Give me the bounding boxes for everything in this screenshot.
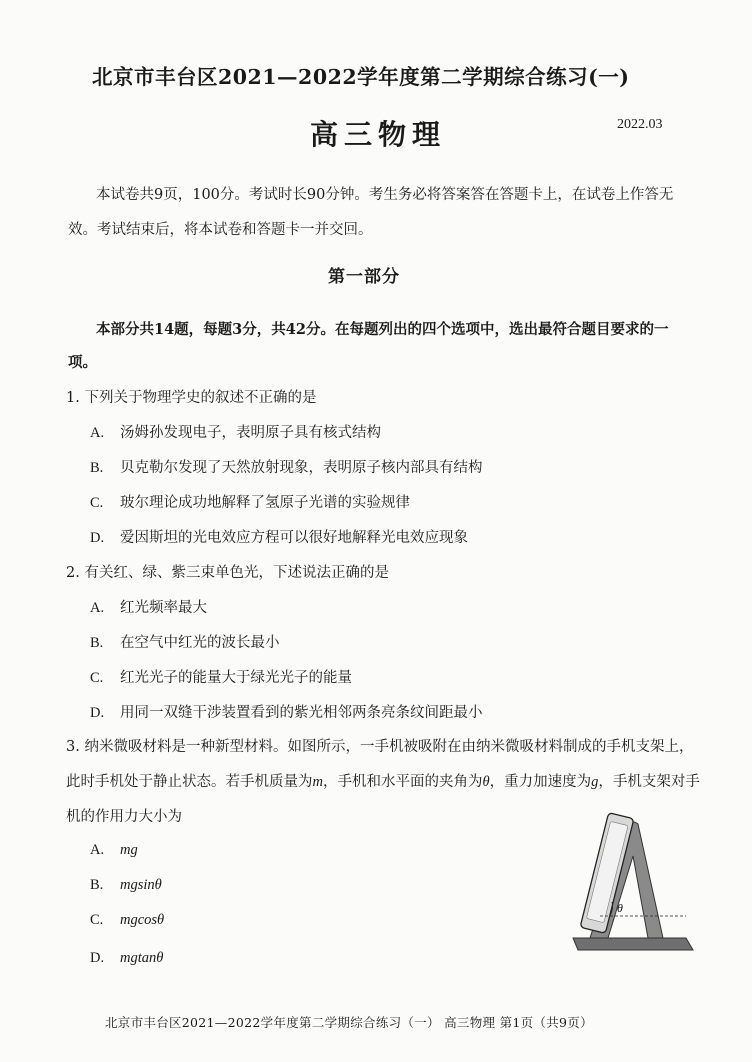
- var-theta: θ: [482, 774, 490, 790]
- option-text: 红光光子的能量大于绿光光子的能量: [120, 670, 352, 686]
- option-label: D.: [90, 705, 105, 721]
- option-text: 汤姆孙发现电子，表明原子具有核式结构: [120, 425, 381, 441]
- exam-intro: 本试卷共9页，100分。考试时长90分钟。考生务必将答案答在答题卡上，在试卷上作答无效。考试结束后，将本试卷和答题卡一并交回。: [68, 187, 674, 238]
- option-text: 用同一双缝干涉装置看到的紫光相邻两条亮条纹间距最小: [120, 705, 483, 721]
- section-title: 第一部分: [328, 267, 400, 287]
- angle-label: θ: [617, 901, 623, 915]
- option-label: B.: [90, 877, 104, 893]
- stem-part: 3. 纳米微吸材料是一种新型材料。如图所示，一手机被吸附在由纳米微吸材料制成的手机支架上，此时手机处于静止状态。若手机质量为: [66, 739, 694, 790]
- question-2-option-c: [90, 666, 352, 687]
- exam-title: 北京市丰台区2021—2022学年度第二学期综合练习(一): [92, 65, 630, 89]
- stem-part: ，重力加速度为: [489, 774, 592, 790]
- option-label: C.: [90, 495, 104, 511]
- option-label: B.: [90, 460, 104, 476]
- option-text: mgtanθ: [120, 950, 164, 966]
- option-text: 爱因斯坦的光电效应方程可以很好地解释光电效应现象: [120, 530, 468, 546]
- option-text: 在空气中红光的波长最小: [120, 635, 280, 651]
- option-text: 贝克勒尔发现了天然放射现象，表明原子核内部具有结构: [120, 460, 483, 476]
- page-footer: 北京市丰台区2021—2022学年度第二学期综合练习（一） 高三物理 第1页（共9页）: [105, 1015, 593, 1030]
- question-2-option-a: [90, 596, 207, 617]
- option-label: B.: [90, 635, 104, 651]
- option-label: D.: [90, 530, 105, 546]
- question-1-stem: 1. 下列关于物理学史的叙述不正确的是: [66, 390, 317, 406]
- stem-part: ，手机和水平面的夹角为: [322, 774, 483, 790]
- option-text: 玻尔理论成功地解释了氢原子光谱的实验规律: [120, 495, 410, 511]
- phone-stand-figure: [568, 808, 698, 958]
- option-text: 红光频率最大: [120, 600, 207, 616]
- var-m: m: [312, 774, 323, 790]
- question-2-stem: 2. 有关红、绿、紫三束单色光，下述说法正确的是: [66, 565, 389, 581]
- question-1-option-d: [90, 526, 468, 547]
- var-g: g: [591, 774, 599, 790]
- option-label: A.: [90, 600, 105, 616]
- question-1-option-a: [90, 421, 381, 442]
- question-2-option-d: [90, 701, 483, 722]
- question-3-option-a: [90, 842, 138, 859]
- question-3-option-d: [90, 950, 163, 967]
- question-3-option-b: [90, 877, 162, 894]
- question-3-option-c: [90, 912, 164, 929]
- question-2-option-b: [90, 631, 280, 652]
- option-label: C.: [90, 912, 104, 928]
- exam-date: 2022.03: [617, 117, 663, 132]
- section-instructions: 本部分共14题，每题3分，共42分。在每题列出的四个选项中，选出最符合题目要求的一项。: [68, 321, 669, 371]
- option-text: mgcosθ: [120, 912, 165, 928]
- option-label: A.: [90, 842, 105, 858]
- option-label: C.: [90, 670, 104, 686]
- question-1-option-c: [90, 491, 410, 512]
- question-1-option-b: [90, 456, 483, 477]
- stem-part: ，手机支架对手机的作用力大小为: [66, 774, 700, 825]
- option-label: D.: [90, 950, 105, 966]
- option-text: mg: [120, 842, 138, 858]
- subject-title: 高三物理: [310, 118, 447, 151]
- option-label: A.: [90, 425, 105, 441]
- option-text: mgsinθ: [120, 877, 162, 893]
- phone-stand-illustration: [568, 808, 698, 958]
